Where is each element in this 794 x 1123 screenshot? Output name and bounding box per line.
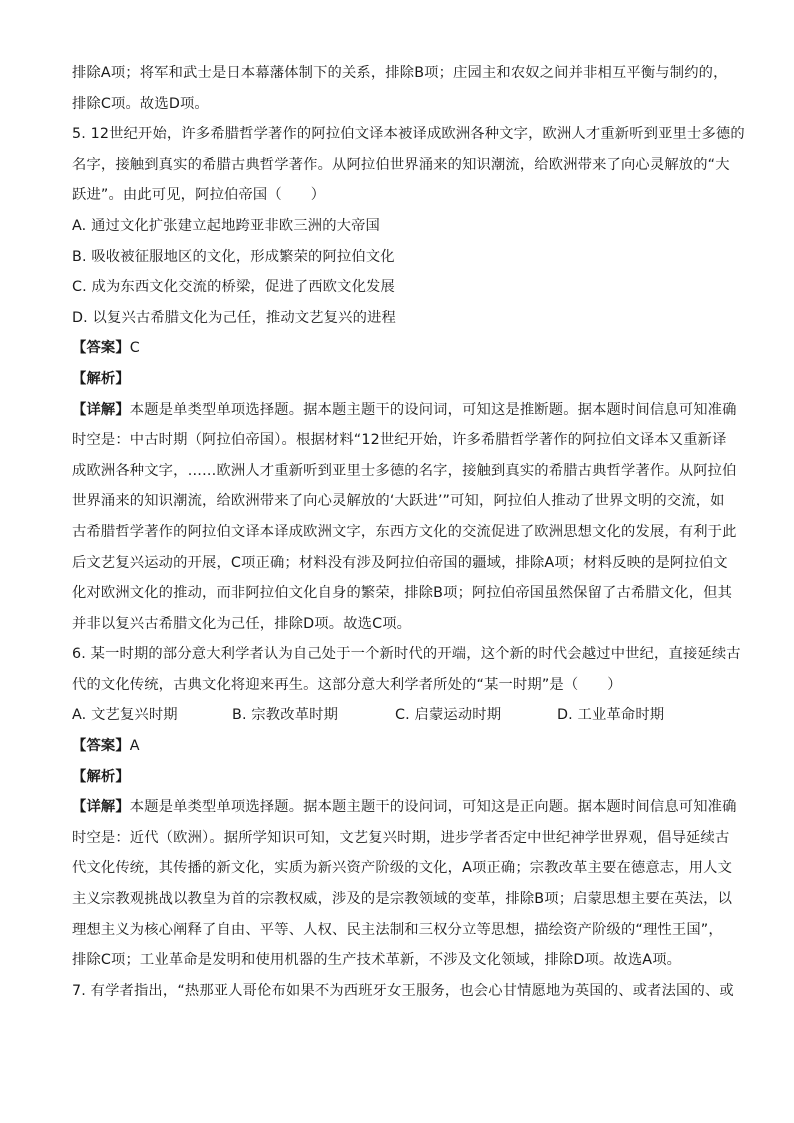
analysis-tag: 【解析】 <box>72 370 130 387</box>
text-line: 时空是：近代（欧洲）。据所学知识可知，文艺复兴时期，进步学者否定中世纪神学世界观，倡导延续古 <box>72 829 730 846</box>
question-6-options <box>72 700 724 731</box>
question-5-stem: 名字，接触到真实的希腊古典哲学著作。从阿拉伯世界涌来的知识潮流，给欧洲带来了向心灵解放的“大 <box>72 156 730 173</box>
text-line: 理想主义为核心阐释了自由、平等、人权、民主法制和三权分立等思想，描绘资产阶级的“理性王国”， <box>72 921 723 938</box>
question-5-option-b: B. 吸收被征服地区的文化，形成繁荣的阿拉伯文化 <box>72 248 395 265</box>
answer-value: A <box>129 738 140 755</box>
question-6-option-d: D. 工业革命时期 <box>557 707 665 724</box>
document-page <box>72 58 745 1006</box>
text-line: 时空是：中古时期（阿拉伯帝国）。根据材料“12世纪开始，许多希腊哲学著作的阿拉伯文译本又重新译 <box>72 432 727 449</box>
answer-tag: 【答案】 <box>72 738 130 755</box>
explanation-tag: 【详解】 <box>72 799 130 816</box>
explanation-tag: 【详解】 <box>72 401 130 418</box>
question-5-answer <box>72 333 724 364</box>
question-5-option-d: D. 以复兴古希腊文化为己任，推动文艺复兴的进程 <box>72 309 396 326</box>
question-6-stem: 6. 某一时期的部分意大利学者认为自己处于一个新时代的开端，这个新的时代会越过中世纪，直接延续古 <box>72 646 741 663</box>
question-5-stem: 5. 12世纪开始，许多希腊哲学著作的阿拉伯文译本被译成欧洲各种文字，欧洲人才重新听到亚里士多德的 <box>72 126 745 143</box>
question-7-stem: 7. 有学者指出，“热那亚人哥伦布如果不为西班牙女王服务，也会心甘情愿地为英国的、或者法国的、或 <box>72 982 734 999</box>
text-line: 古希腊哲学著作的阿拉伯文译本译成欧洲文字，东西方文化的交流促进了欧洲思想文化的发展，有利于此 <box>72 523 737 540</box>
question-6-option-c: C. 启蒙运动时期 <box>395 707 502 724</box>
question-5-stem: 跃进”。由此可见，阿拉伯帝国（ ） <box>72 187 326 204</box>
question-5-option-c: C. 成为东西文化交流的桥梁，促进了西欧文化发展 <box>72 279 395 296</box>
explanation-text: 本题是单类型单项选择题。据本题主题干的设问词，可知这是推断题。据本题时间信息可知准确 <box>129 401 737 418</box>
question-5-option-a: A. 通过文化扩张建立起地跨亚非欧三洲的大帝国 <box>72 217 381 234</box>
question-6-option-b: B. 宗教改革时期 <box>232 707 339 724</box>
text-line: 世界涌来的知识潮流，给欧洲带来了向心灵解放的‘大跃进’”可知，阿拉伯人推动了世界文明的交流，如 <box>72 493 725 510</box>
text-line: 化对欧洲文化的推动，而非阿拉伯文化自身的繁荣，排除B项；阿拉伯帝国虽然保留了古希腊文化，但其 <box>72 585 733 602</box>
question-6-answer <box>72 731 724 762</box>
answer-value: C <box>129 340 140 357</box>
text-line: 成欧洲各种文字，……欧洲人才重新听到亚里士多德的名字，接触到真实的希腊古典哲学著作。从阿拉伯 <box>72 462 737 479</box>
question-6-explanation <box>72 792 737 823</box>
question-6-analysis-heading <box>72 762 724 793</box>
answer-tag: 【答案】 <box>72 340 130 357</box>
text-line: 代文化传统，其传播的新文化，实质为新兴资产阶级的文化，A项正确；宗教改革主要在德意志，用人文 <box>72 860 733 877</box>
text-line: 排除A项；将军和武士是日本幕藩体制下的关系，排除B项；庄园主和农奴之间并非相互平衡与制约的， <box>72 65 728 81</box>
question-6-stem: 代的文化传统，古典文化将迎来再生。这部分意大利学者所处的“某一时期”是（ ） <box>72 676 622 693</box>
text-line: 排除C项。故选D项。 <box>72 95 209 112</box>
question-5-analysis-heading <box>72 364 724 395</box>
text-line: 并非以复兴古希腊文化为己任，排除D项。故选C项。 <box>72 615 412 632</box>
text-line: 排除C项；工业革命是发明和使用机器的生产技术革新，不涉及文化领域，排除D项。故选A项。 <box>72 952 682 969</box>
text-line: 主义宗教观挑战以教皇为首的宗教权威，涉及的是宗教领域的变革，排除B项；启蒙思想主要在英法，以 <box>72 891 733 908</box>
question-6-option-a: A. 文艺复兴时期 <box>72 707 178 724</box>
text-line: 后文艺复兴运动的开展，C项正确；材料没有涉及阿拉伯帝国的疆域，排除A项；材料反映的是阿拉伯文 <box>72 554 728 571</box>
explanation-text: 本题是单类型单项选择题。据本题主题干的设问词，可知这是正向题。据本题时间信息可知准确 <box>129 799 737 816</box>
analysis-tag: 【解析】 <box>72 768 130 785</box>
question-5-explanation <box>72 395 737 426</box>
